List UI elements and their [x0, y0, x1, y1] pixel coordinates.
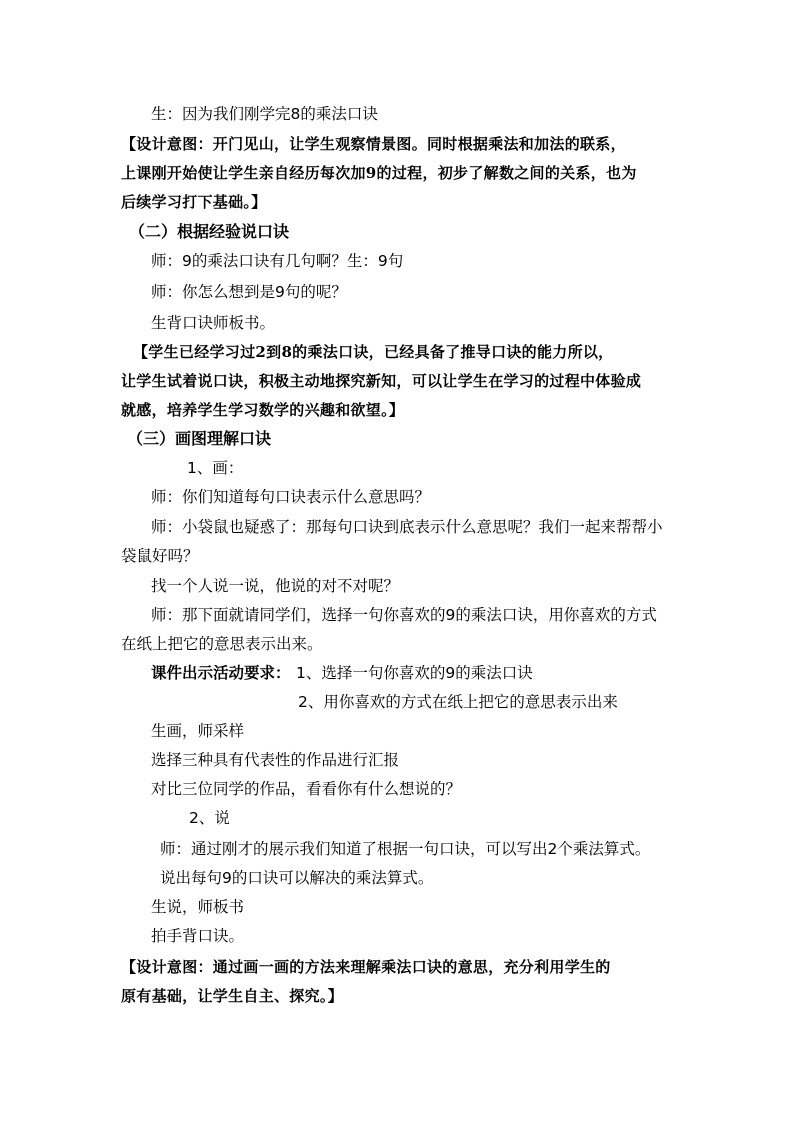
design-intent-line: 就感，培养学生学习数学的兴趣和欲望。】: [121, 401, 405, 419]
text-line: 拍手背口诀。: [151, 927, 245, 945]
text-line: 说出每句9的口诀可以解决的乘法算式。: [160, 869, 434, 887]
text-line: 师：你们知道每句口诀表示什么意思吗？: [151, 488, 431, 506]
text-line: 生背口诀师板书。: [151, 314, 276, 332]
text-line: 师：9的乘法口诀有几句啊？生：9句: [151, 252, 404, 270]
text-line: 在纸上把它的意思表示出来。: [121, 635, 323, 653]
section-heading: （二）根据经验说口诀: [129, 222, 290, 241]
text-line: 师：小袋鼠也疑惑了：那每句口诀到底表示什么意思呢？我们一起来帮帮小: [151, 518, 663, 536]
text-line: 师：通过刚才的展示我们知道了根据一句口诀，可以写出2个乘法算式。: [160, 840, 651, 858]
section-heading: （三）画图理解口诀: [127, 429, 272, 448]
requirement-item: 1、选择一句你喜欢的9的乘法口诀: [296, 664, 533, 682]
design-intent-line: 【学生已经学习过2到8的乘法口诀，已经具备了推导口诀的能力所以，: [133, 343, 614, 361]
design-intent-line: 原有基础，让学生自主、探究。】: [121, 987, 344, 1005]
text-line: 对比三位同学的作品，看看你有什么想说的？: [151, 780, 462, 798]
activity-requirements-label: 课件出示活动要求：: [151, 664, 291, 682]
text-line: 生画，师采样: [151, 722, 245, 740]
text-line: 生：因为我们刚学完8的乘法口诀: [151, 105, 378, 123]
text-line: 生说，师板书: [151, 898, 245, 916]
text-line: 找一个人说一说，他说的对不对呢？: [151, 577, 400, 595]
design-intent-line: 让学生试着说口诀，积极主动地探究新知，可以让学生在学习的过程中体验成: [121, 372, 642, 390]
design-intent-line: 上课刚开始使让学生亲自经历每次加9的过程，初步了解数之间的关系，也为: [121, 164, 637, 182]
text-line: 袋鼠好吗？: [121, 547, 199, 565]
subsection-label: 2、说: [189, 809, 230, 827]
design-intent-line: 后续学习打下基础。】: [121, 193, 267, 211]
design-intent-line: 【设计意图：通过画一画的方法来理解乘法口诀的意思，充分利用学生的: [121, 958, 611, 976]
text-line: 师：你怎么想到是9句的呢？: [151, 283, 347, 301]
subsection-label: 1、画：: [187, 459, 244, 477]
requirement-item: 2、用你喜欢的方式在纸上把它的意思表示出来: [298, 693, 618, 711]
text-line: 师：那下面就请同学们，选择一句你喜欢的9的乘法口诀，用你喜欢的方式: [151, 606, 657, 624]
text-line: 选择三种具有代表性的作品进行汇报: [151, 751, 400, 769]
design-intent-line: 【设计意图：开门见山，让学生观察情景图。同时根据乘法和加法的联系，: [121, 135, 626, 153]
